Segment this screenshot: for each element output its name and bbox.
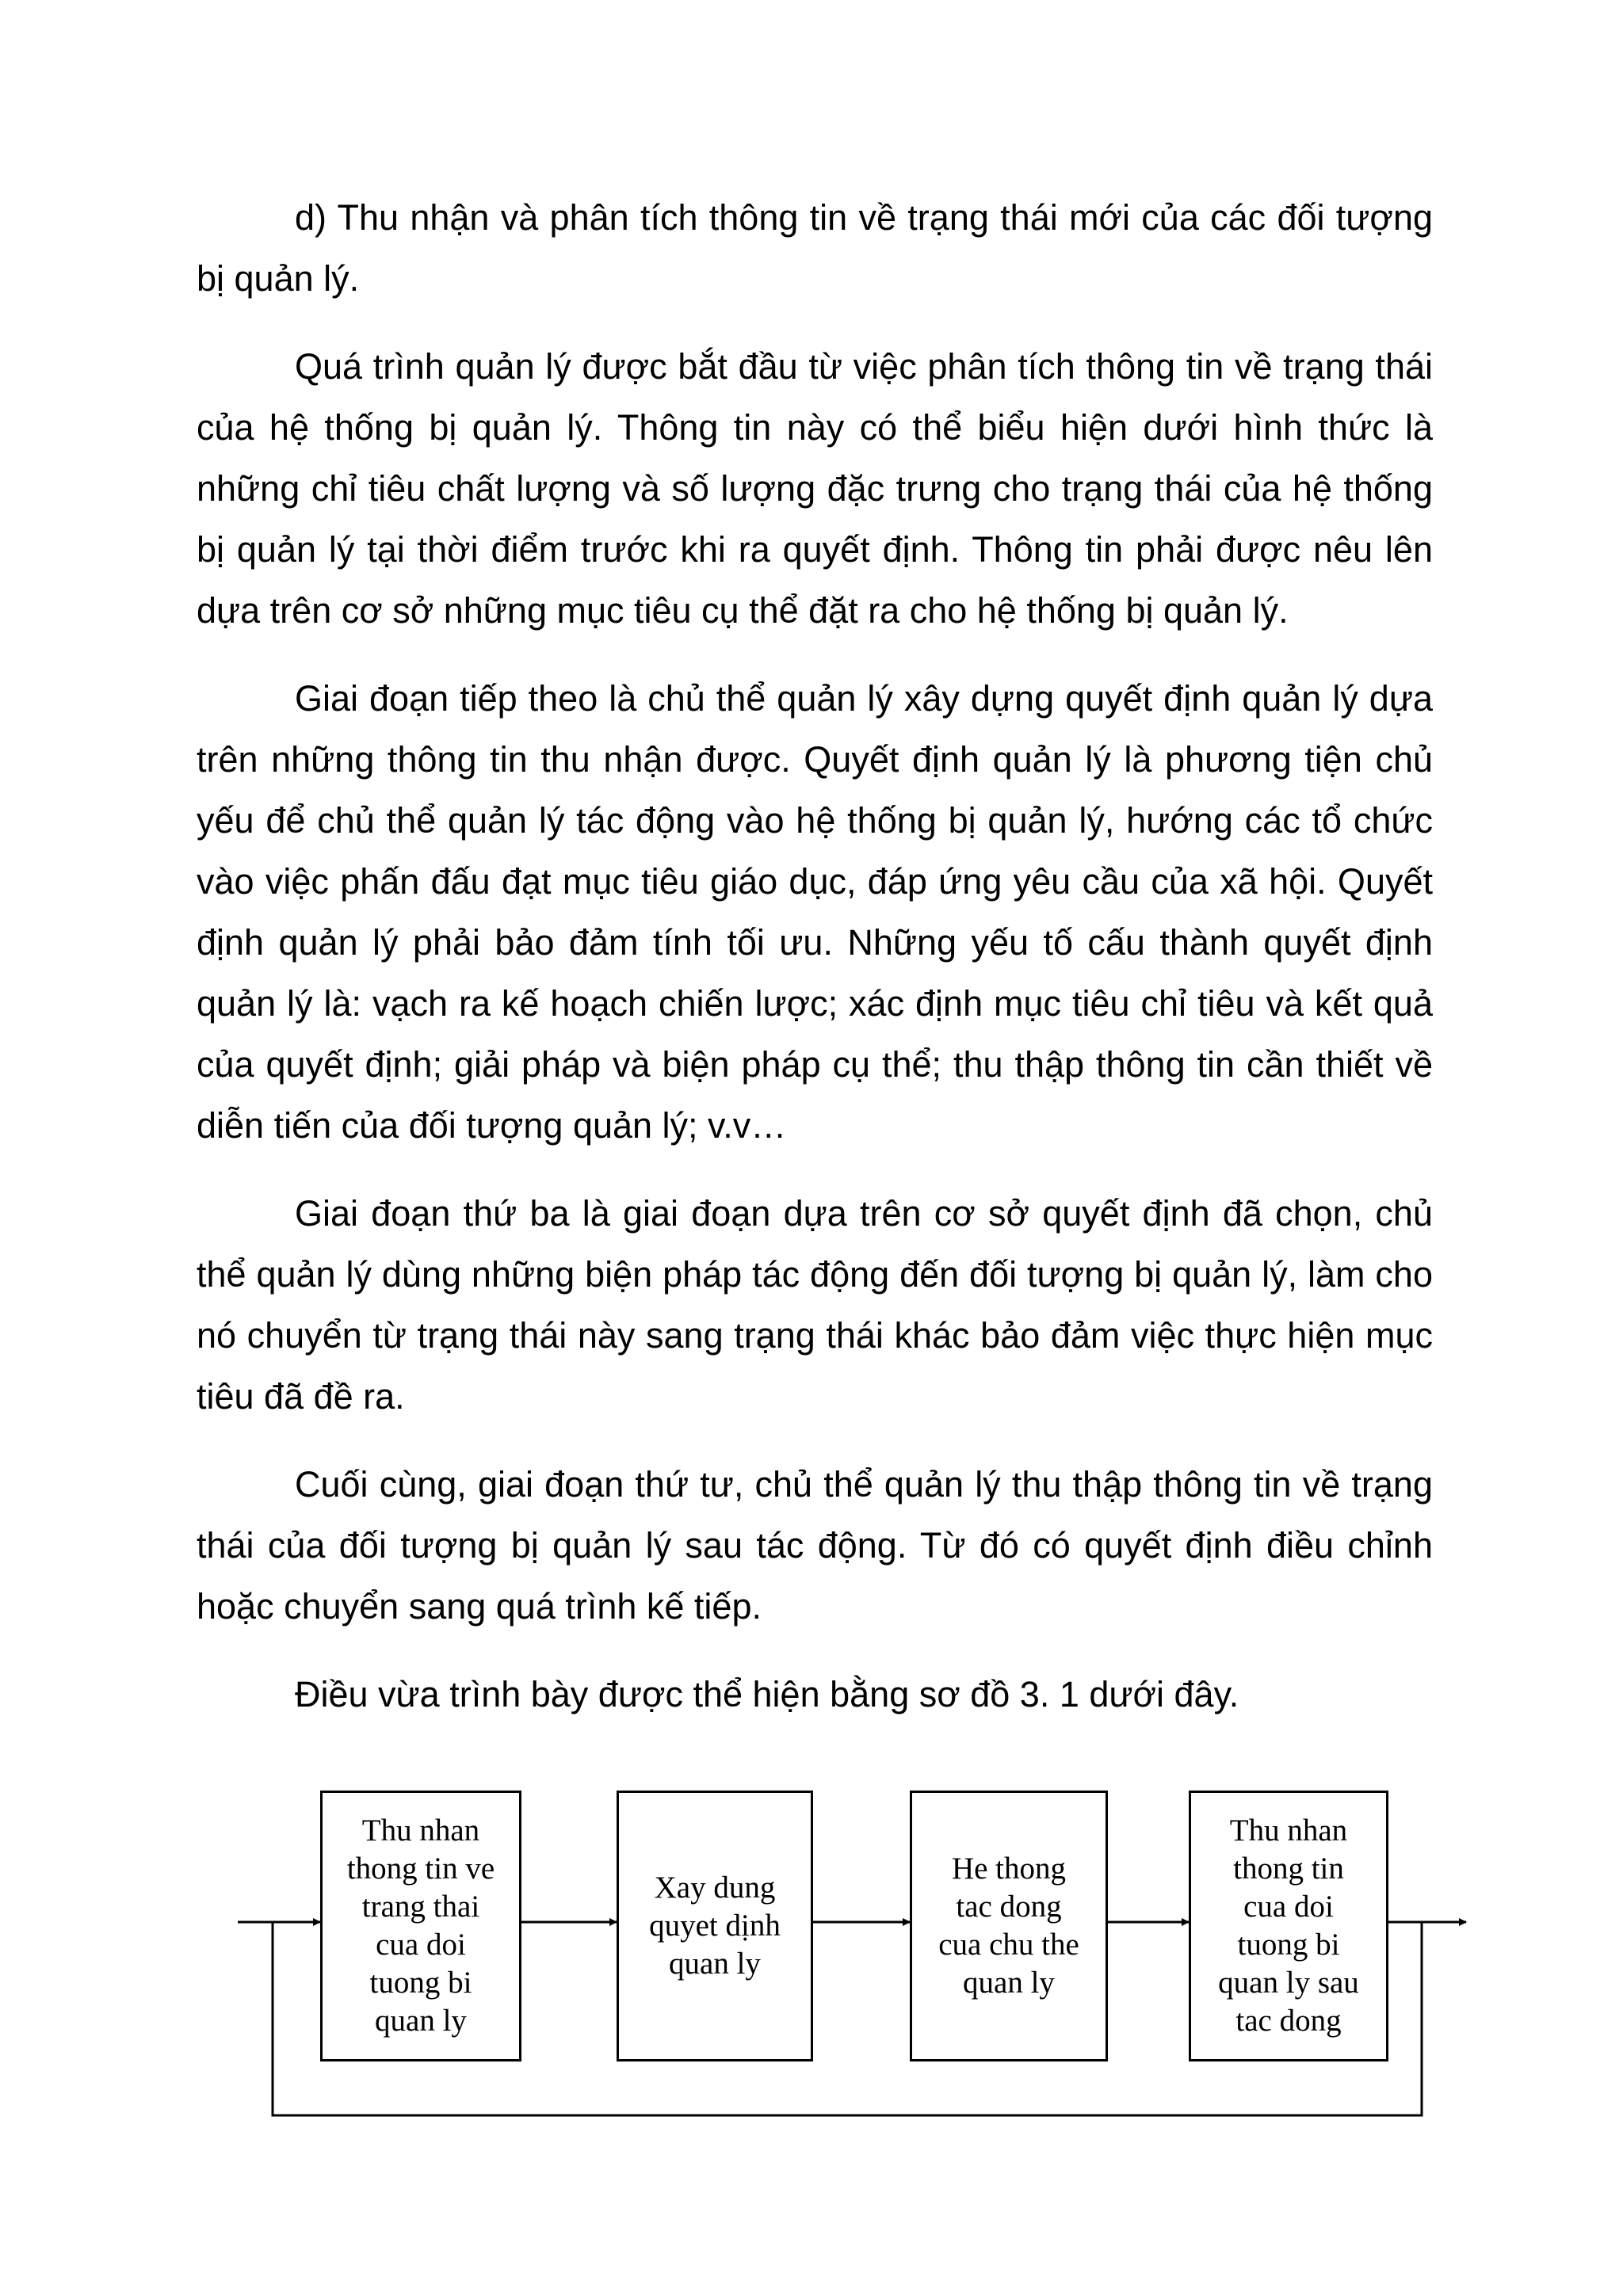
paragraph-decision-stage: Giai đoạn tiếp theo là chủ thể quản lý xây dựng quyết định quản lý dựa trên những thông tin thu nhận được. Quyết định quản lý là phương tiện chủ yếu để chủ thể quản lý tác động vào hệ thống bị quản lý, hướng các tổ chức vào việc phấn đấu đạt mục tiêu giáo dục, đáp ứng yêu cầu của xã hội. Quyết định quản lý phải bảo đảm tính tối ưu. Những yếu tố cấu thành quyết định quản lý là: vạch ra kế hoạch chiến lược; xác định mục tiêu chỉ tiêu và kết quả của quyết định; giải pháp và biện pháp cụ thể; thu thập thông tin cần thiết về diễn tiến của đối tượng quản lý; v.v… <box>197 678 1433 1146</box>
paragraph-fourth-stage: Cuối cùng, giai đoạn thứ tư, chủ thể quản lý thu thập thông tin về trạng thái của đối tượng bị quản lý sau tác động. Từ đó có quyết định điều chỉnh hoặc chuyển sang quá trình kế tiếp. <box>197 1464 1433 1627</box>
paragraph-third-stage: Giai đoạn thứ ba là giai đoạn dựa trên cơ sở quyết định đã chọn, chủ thể quản lý dùng những biện pháp tác động đến đối tượng bị quản lý, làm cho nó chuyển từ trạng thái này sang trạng thái khác bảo đảm việc thực hiện mục tiêu đã đề ra. <box>197 1193 1433 1417</box>
paragraph-diagram-intro: Điều vừa trình bày được thể hiện bằng sơ đồ 3. 1 dưới đây. <box>295 1674 1239 1714</box>
paragraph-step-d: d) Thu nhận và phân tích thông tin về trạng thái mới của các đối tượng bị quản lý. <box>197 197 1433 299</box>
box-impact-system: He thong tac dong cua chu the quan ly <box>910 1791 1108 2061</box>
box-collect-post-impact-info: Thu nhan thong tin cua doi tuong bi quan ly sau tac dong <box>1189 1791 1388 2061</box>
box-collect-state-info: Thu nhan thong tin ve trang thai cua doi tuong bi quan ly <box>320 1791 521 2061</box>
box-build-decision: Xay dung quyet dịnh quan ly <box>617 1791 813 2061</box>
document-body <box>197 187 1433 1752</box>
paragraph-process-start: Quá trình quản lý được bắt đầu từ việc phân tích thông tin về trạng thái của hệ thống bị quản lý. Thông tin này có thể biểu hiện dưới hình thức là những chỉ tiêu chất lượng và số lượng đặc trưng cho trạng thái của hệ thống bị quản lý tại thời điểm trước khi ra quyết định. Thông tin phải được nêu lên dựa trên cơ sở những mục tiêu cụ thể đặt ra cho hệ thống bị quản lý. <box>197 346 1433 631</box>
